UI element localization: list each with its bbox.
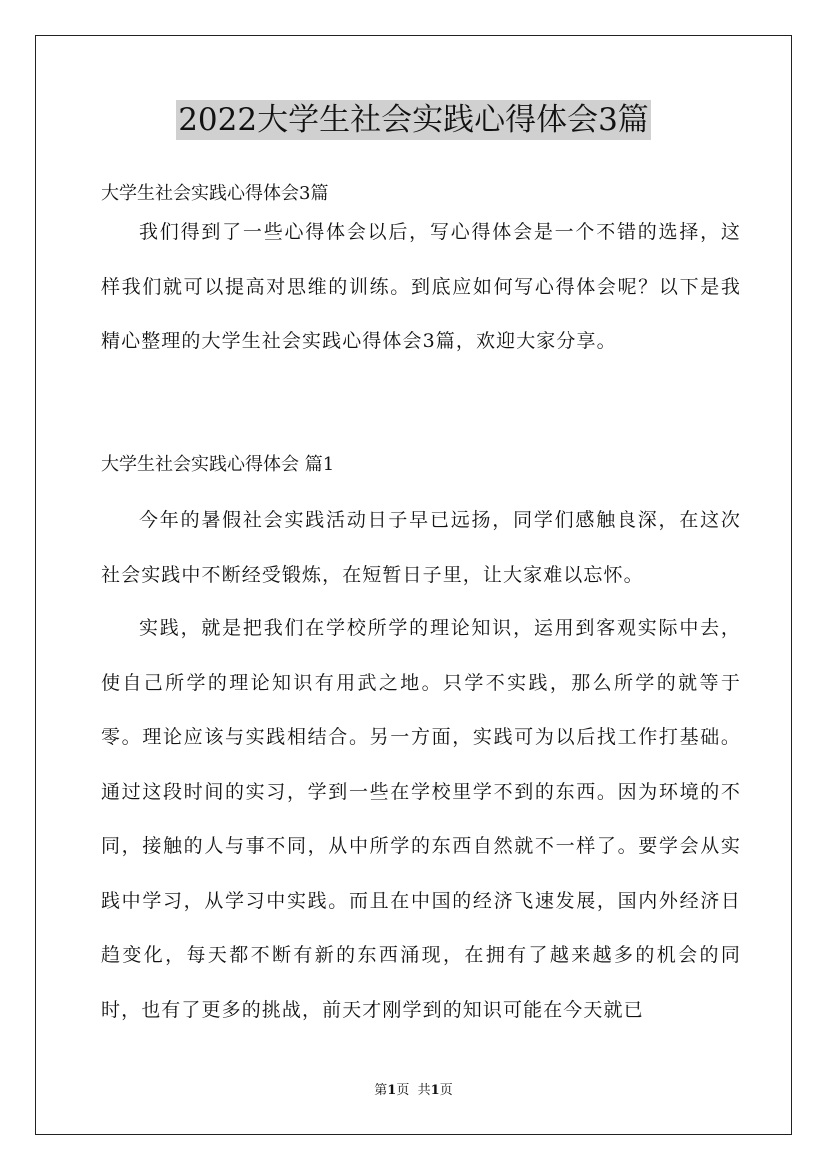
page-footer xyxy=(0,1082,827,1100)
body-paragraph-1: 今年的暑假社会实践活动日子早已远扬，同学们感触良深，在这次社会实践中不断经受锻炼，在短暂日子里，让大家难以忘怀。 xyxy=(101,509,741,586)
body-paragraph-2: 实践，就是把我们在学校所学的理论知识，运用到客观实际中去，使自己所学的理论知识有用武之地。只学不实践，那么所学的就等于零。理论应该与实践相结合。另一方面，实践可为以后找工作打基础。通过这段时间的实习，学到一些在学校里学不到的东西。因为环境的不同，接触的人与事不同，从中所学的东西自然就不一样了。要学会从实践中学习，从学习中实践。而且在中国的经济飞速发展，国内外经济日趋变化，每天都不断有新的东西涌现，在拥有了越来越多的机会的同时，也有了更多的挑战，前天才刚学到的知识可能在今天就已 xyxy=(101,617,741,1021)
title-container xyxy=(0,100,827,140)
document-title: 2022大学生社会实践心得体会3篇 xyxy=(178,102,649,138)
total-pages: 1 xyxy=(430,1083,440,1098)
total-prefix: 共 xyxy=(417,1083,431,1098)
page-prefix: 第 xyxy=(374,1083,388,1098)
page-suffix: 页 xyxy=(396,1083,410,1098)
total-suffix: 页 xyxy=(439,1083,453,1098)
document-subtitle: 大学生社会实践心得体会3篇 xyxy=(101,183,329,204)
section-heading: 大学生社会实践心得体会 篇1 xyxy=(101,454,335,475)
page-number: 1 xyxy=(387,1083,397,1098)
intro-paragraph: 我们得到了一些心得体会以后，写心得体会是一个不错的选择，这样我们就可以提高对思维的训练。到底应如何写心得体会呢？以下是我精心整理的大学生社会实践心得体会3篇，欢迎大家分享。 xyxy=(101,221,741,352)
